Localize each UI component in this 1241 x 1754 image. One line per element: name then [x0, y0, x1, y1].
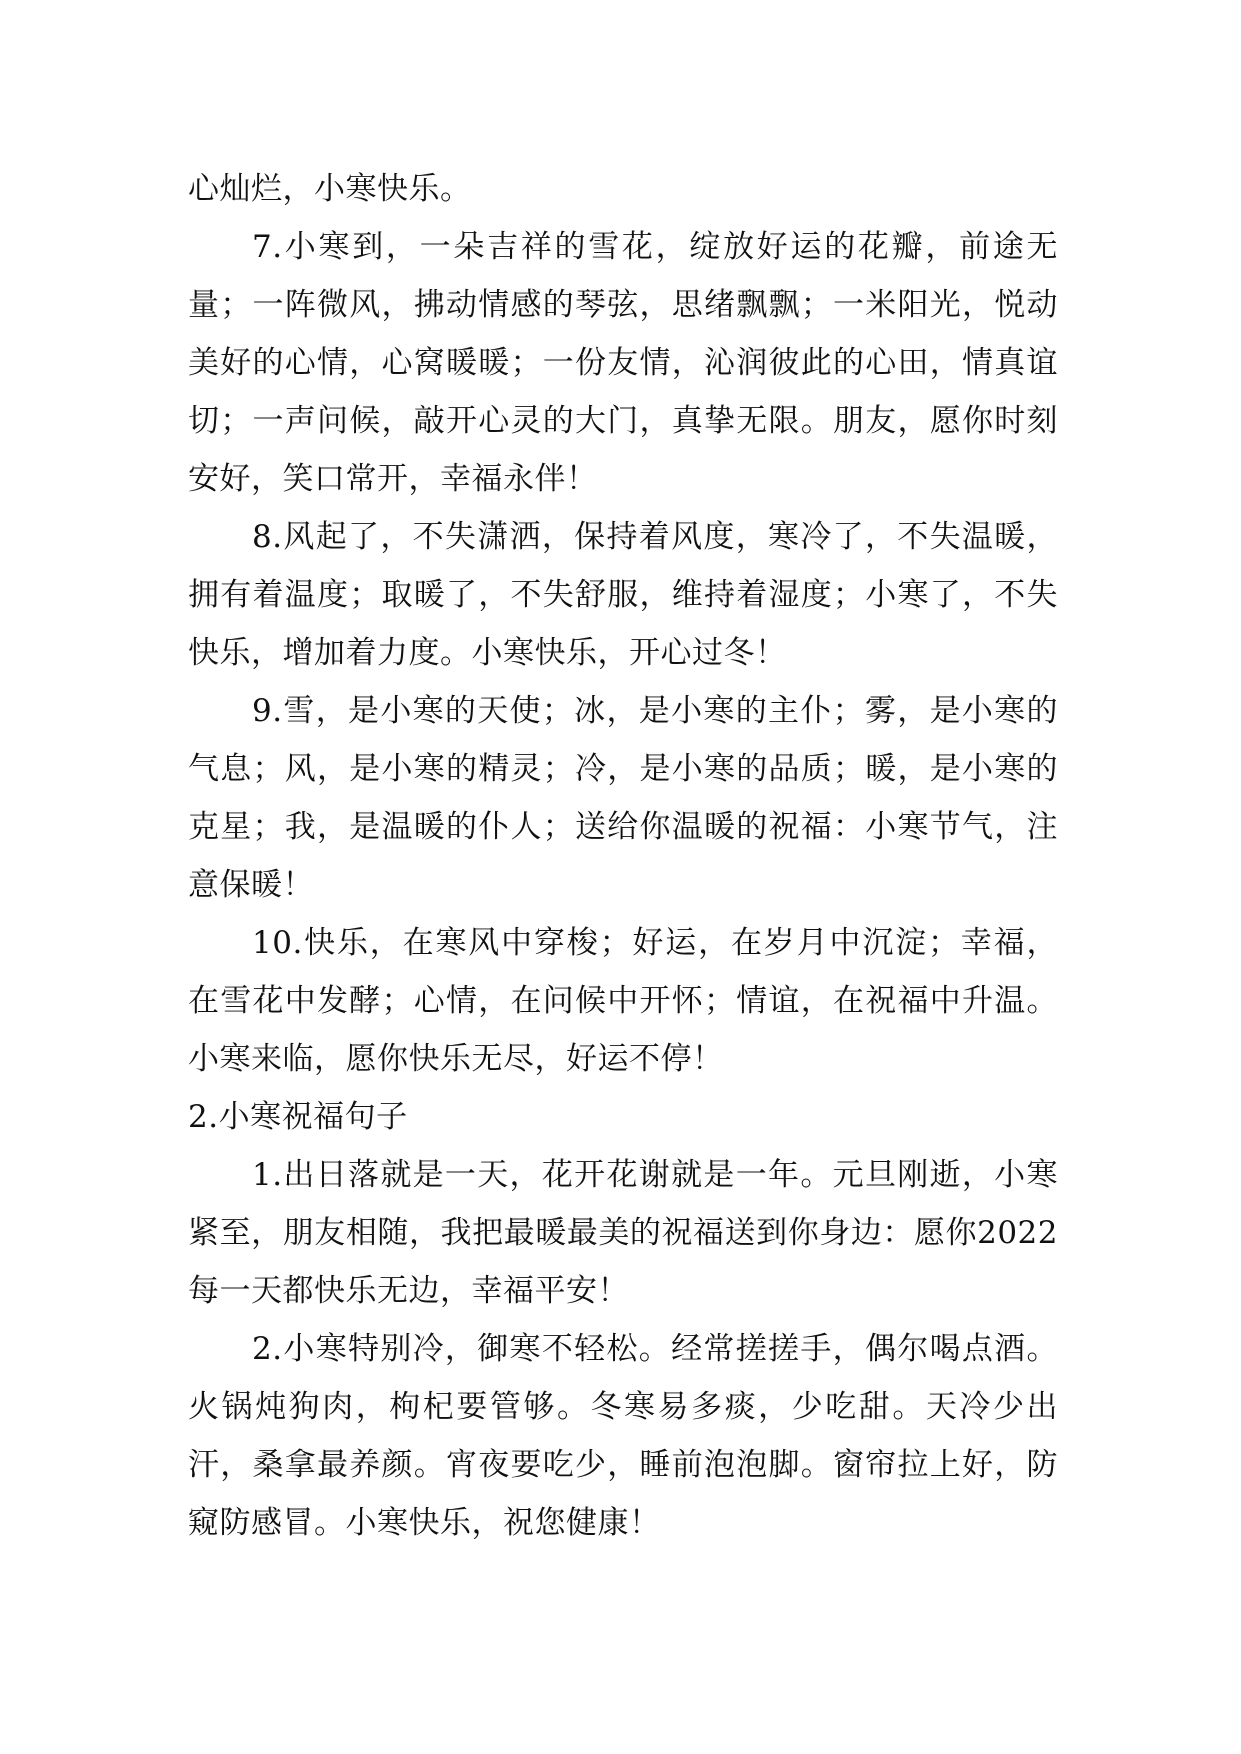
paragraph-item-10: 10.快乐，在寒风中穿梭；好运，在岁月中沉淀；幸福，在雪花中发酵；心情，在问候中开怀；情谊，在祝福中升温。小寒来临，愿你快乐无尽，好运不停！ — [188, 925, 1058, 1077]
section-heading: 2.小寒祝福句子 — [188, 1099, 408, 1135]
paragraph-item-7: 7.小寒到，一朵吉祥的雪花，绽放好运的花瓣，前途无量；一阵微风，拂动情感的琴弦，思绪飘飘；一米阳光，悦动美好的心情，心窝暖暖；一份友情，沁润彼此的心田，情真谊切；一声问候，敲开心灵的大门，真挚无限。朋友，愿你时刻安好，笑口常开，幸福永伴！ — [188, 229, 1058, 497]
paragraph-item-2: 2.小寒特别冷，御寒不轻松。经常搓搓手，偶尔喝点酒。火锅炖狗肉，枸杞要管够。冬寒易多痰，少吃甜。天冷少出汗，桑拿最养颜。宵夜要吃少，睡前泡泡脚。窗帘拉上好，防窥防感冒。小寒快乐，祝您健康！ — [188, 1331, 1058, 1541]
paragraph-item-9: 9.雪，是小寒的天使；冰，是小寒的主仆；雾，是小寒的气息；风，是小寒的精灵；冷，是小寒的品质；暖，是小寒的克星；我，是温暖的仆人；送给你温暖的祝福：小寒节气，注意保暖！ — [188, 693, 1058, 903]
document-body — [188, 160, 1058, 1552]
paragraph-item-1: 1.出日落就是一天，花开花谢就是一年。元旦刚逝，小寒紧至，朋友相随，我把最暖最美的祝福送到你身边：愿你2022每一天都快乐无边，幸福平安！ — [188, 1157, 1058, 1309]
paragraph-continuation: 心灿烂，小寒快乐。 — [188, 171, 472, 207]
paragraph-item-8: 8.风起了，不失潇洒，保持着风度，寒冷了，不失温暖，拥有着温度；取暖了，不失舒服，维持着湿度；小寒了，不失快乐，增加着力度。小寒快乐，开心过冬！ — [188, 519, 1058, 671]
